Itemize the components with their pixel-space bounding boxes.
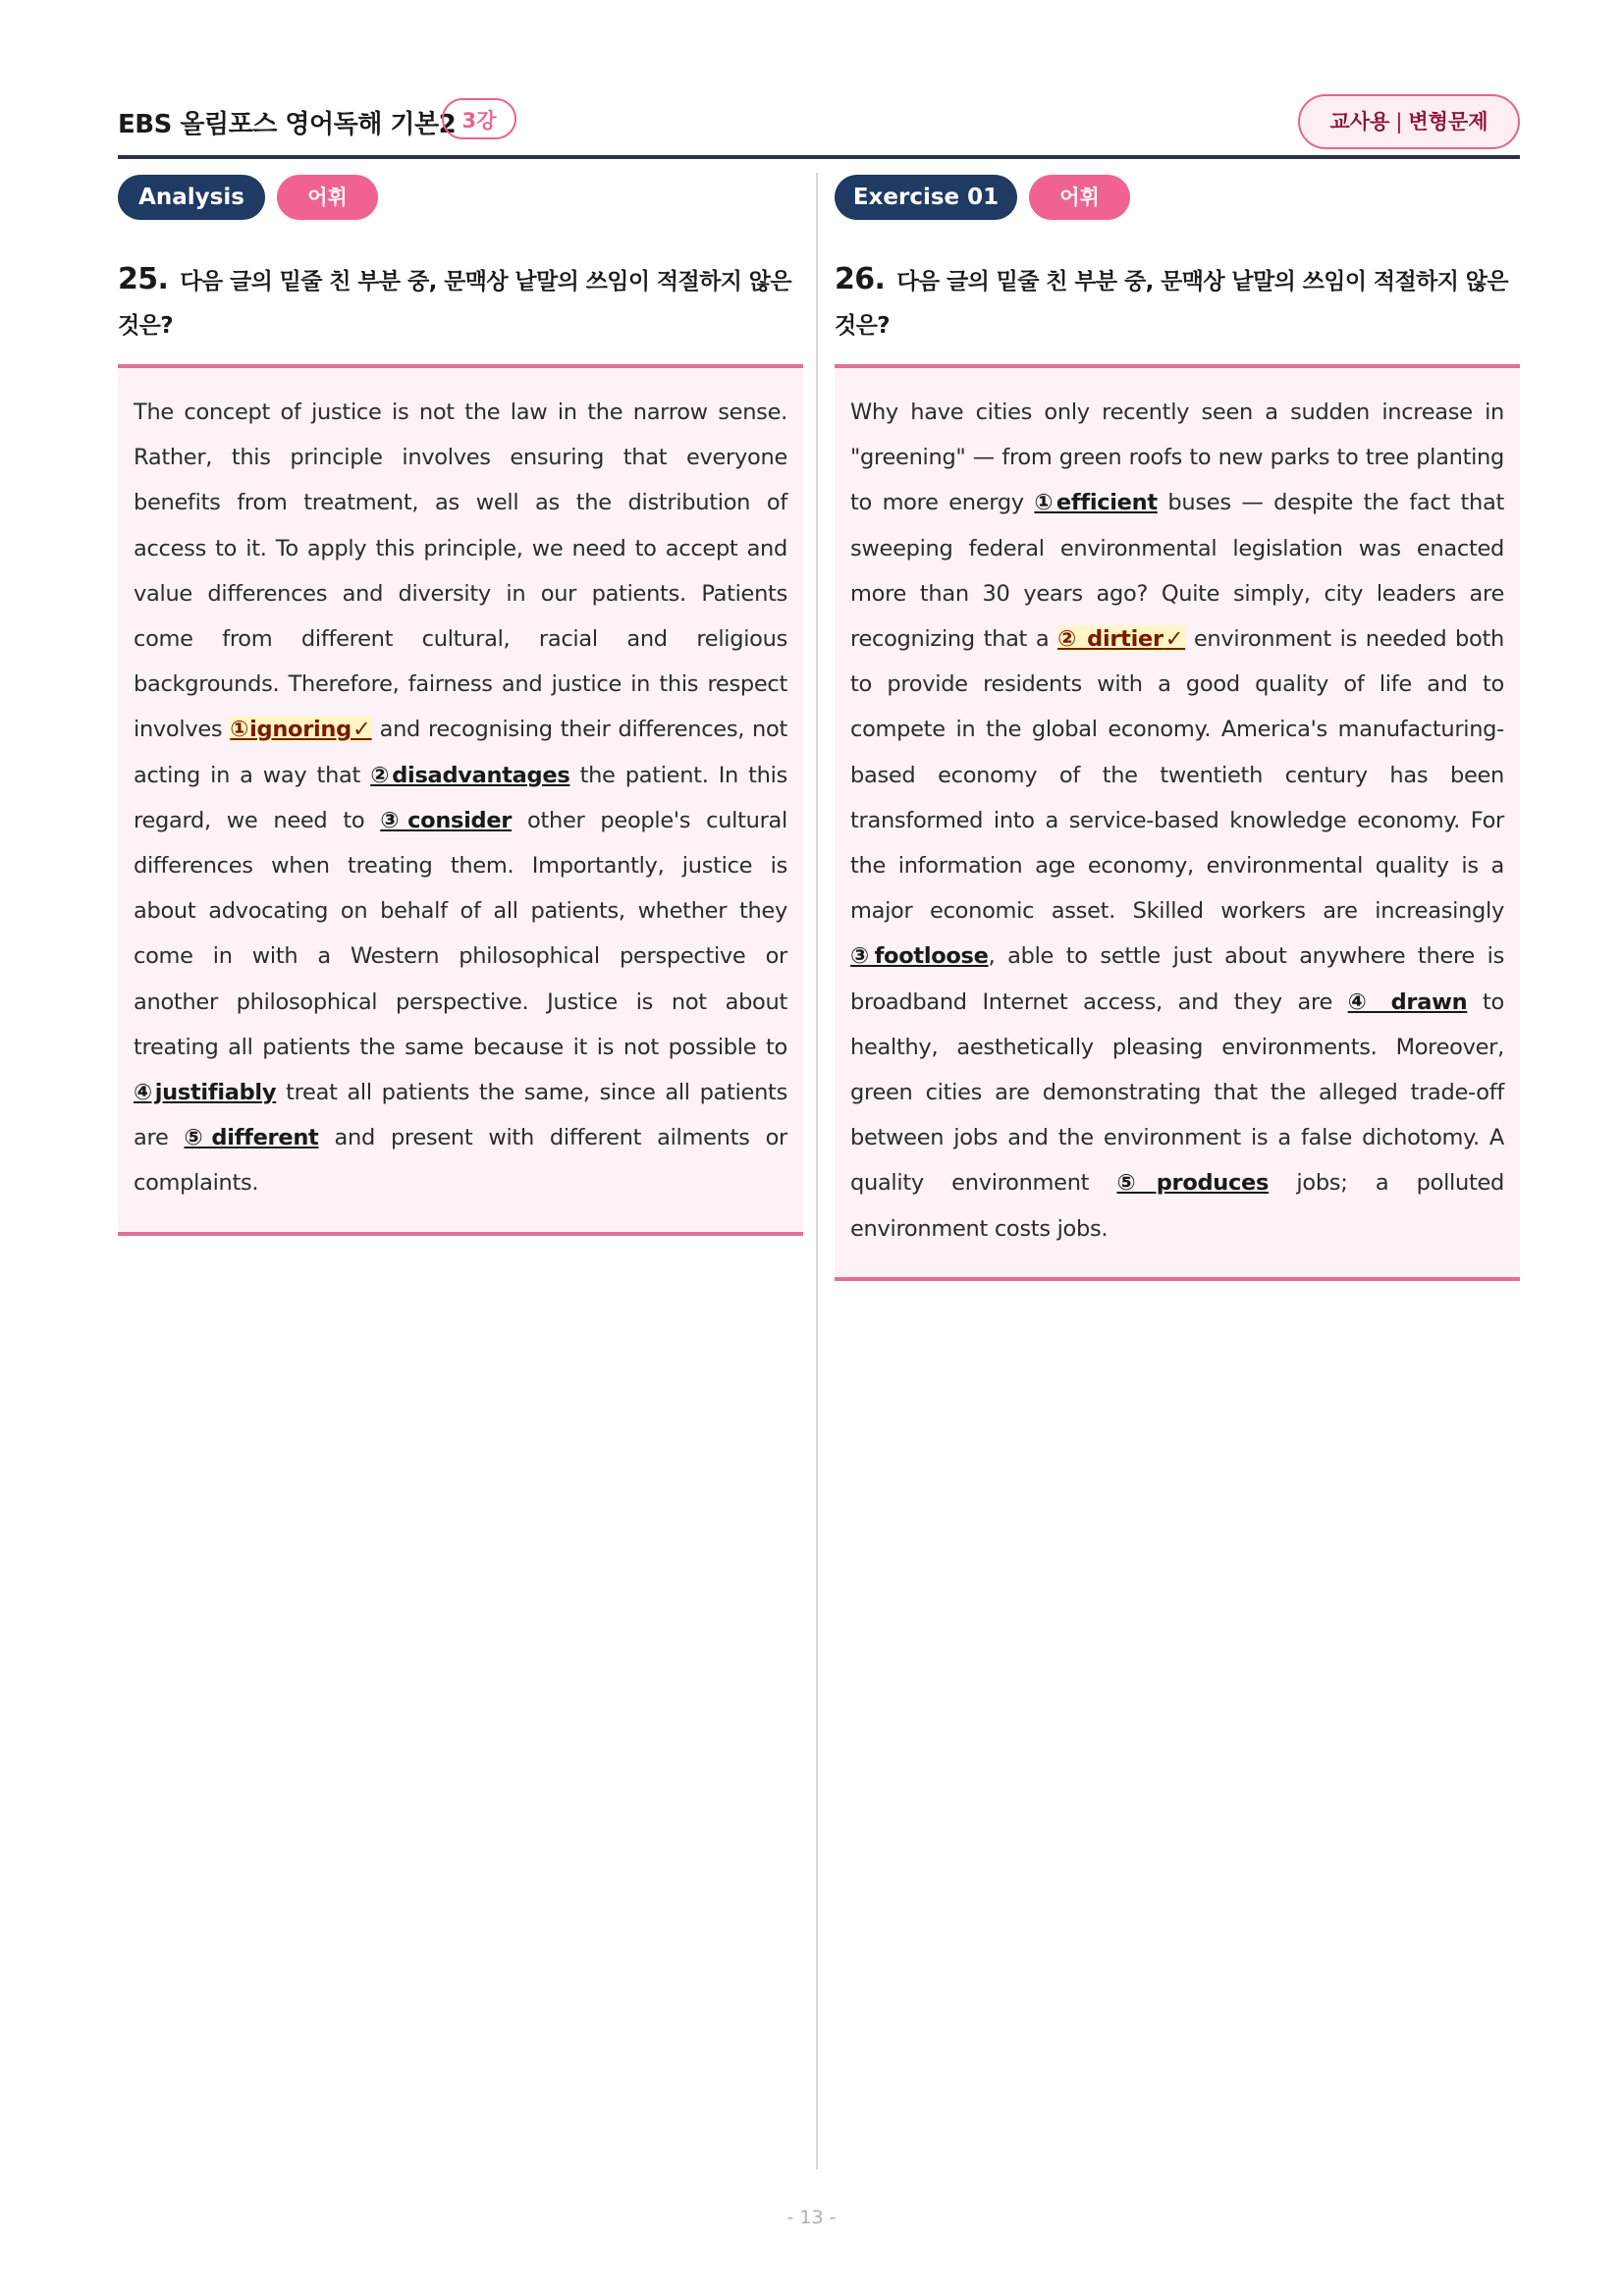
question-text: 다음 글의 밑줄 친 부분 중, 문맥상 낱말의 쓰임이 적절하지 않은 것은? bbox=[118, 269, 792, 339]
topic-tag-vocab: 어휘 bbox=[277, 175, 378, 220]
category-label: 변형문제 bbox=[1408, 110, 1488, 133]
badge-separator: | bbox=[1395, 110, 1403, 133]
choice-5: ⑤produces bbox=[1116, 1170, 1270, 1197]
lesson-badge: 3강 bbox=[442, 98, 516, 139]
passage-25 bbox=[134, 390, 787, 1206]
passage-text: treat all patients the same, since all patients are bbox=[134, 1080, 787, 1151]
choice-3: ③footloose bbox=[850, 943, 989, 970]
question-26 bbox=[835, 257, 1520, 348]
role-label: 교사용 bbox=[1329, 110, 1390, 133]
passage-text: jobs; a polluted environment costs jobs. bbox=[850, 1170, 1504, 1242]
header-rule bbox=[118, 155, 1520, 159]
passage-text: The concept of justice is not the law in the narrow sense. Rather, this principle involves ensuring that everyone benefits from treatment, as well as the distribution of access to it. To apply this principle, we need to accept and value differences and diversity in our patients. Patients come from different cultural, racial and religious backgrounds. Therefore, fairness and justice in this respect involves bbox=[134, 400, 787, 743]
left-tags bbox=[118, 173, 803, 222]
section-tag-exercise: Exercise 01 bbox=[835, 175, 1017, 220]
passage-text: and present with different ailments or complaints. bbox=[134, 1125, 787, 1197]
passage-text: environment is needed both to provide residents with a good quality of life and to compete in the global economy. America's manufacturing-based economy of the twentieth century has been transformed into a service-based knowledge economy. For the information age economy, environmental quality is a major economic asset. Skilled workers are increasingly bbox=[850, 626, 1504, 925]
teacher-badge bbox=[1298, 94, 1520, 149]
passage-box-25 bbox=[118, 364, 803, 1236]
page-header bbox=[118, 94, 1520, 159]
column-divider bbox=[816, 173, 818, 2169]
choice-5: ⑤different bbox=[184, 1125, 319, 1151]
question-number: 26. bbox=[835, 262, 886, 296]
check-icon: ✓ bbox=[1163, 626, 1186, 653]
answer-choice-1: ①ignoring✓ bbox=[230, 717, 372, 743]
right-column bbox=[835, 173, 1520, 1281]
choice-1: ①efficient bbox=[1034, 490, 1158, 516]
passage-26 bbox=[850, 390, 1504, 1252]
answer-choice-2: ② dirtier✓ bbox=[1057, 626, 1186, 653]
passage-box-26 bbox=[835, 364, 1520, 1281]
section-tag-analysis: Analysis bbox=[118, 175, 265, 220]
check-icon: ✓ bbox=[351, 717, 372, 743]
passage-text: Why have cities only recently seen a sudden increase in "greening" — from green roofs to new parks to tree planting to more energy bbox=[850, 400, 1504, 516]
question-number: 25. bbox=[118, 262, 169, 296]
passage-text: the patient. In this regard, we need to bbox=[134, 762, 788, 833]
left-column bbox=[118, 173, 803, 1236]
topic-tag-vocab: 어휘 bbox=[1029, 175, 1130, 220]
choice-2: ②disadvantages bbox=[370, 762, 570, 788]
question-25 bbox=[118, 257, 803, 348]
passage-text: buses — despite the fact that sweeping federal environmental legislation was enacted more than 30 years ago? Quite simply, city leaders are recognizing that a bbox=[850, 490, 1504, 653]
choice-4: ④justifiably bbox=[134, 1080, 277, 1106]
choice-4: ④ drawn bbox=[1347, 988, 1468, 1015]
page-number: - 13 - bbox=[786, 2207, 837, 2228]
passage-text: , able to settle just about anywhere there is broadband Internet access, and they are bbox=[850, 943, 1504, 1015]
book-title: EBS 올림포스 영어독해 기본2 bbox=[118, 110, 457, 139]
passage-text: other people's cultural differences when treating them. Importantly, justice is about advocating on behalf of all patients, whether they come in with a Western philosophical perspective or another philosophical perspective. Justice is not about treating all patients the same because it is not possible to bbox=[134, 807, 787, 1060]
passage-text: and recognising their differences, not acting in a way that bbox=[134, 717, 787, 788]
choice-3: ③consider bbox=[380, 807, 513, 833]
question-text: 다음 글의 밑줄 친 부분 중, 문맥상 낱말의 쓰임이 적절하지 않은 것은? bbox=[835, 269, 1509, 339]
right-tags bbox=[835, 173, 1520, 222]
passage-text: to healthy, aesthetically pleasing environments. Moreover, green cities are demonstrating that the alleged trade-off between jobs and the environment is a false dichotomy. A quality environment bbox=[850, 988, 1504, 1197]
